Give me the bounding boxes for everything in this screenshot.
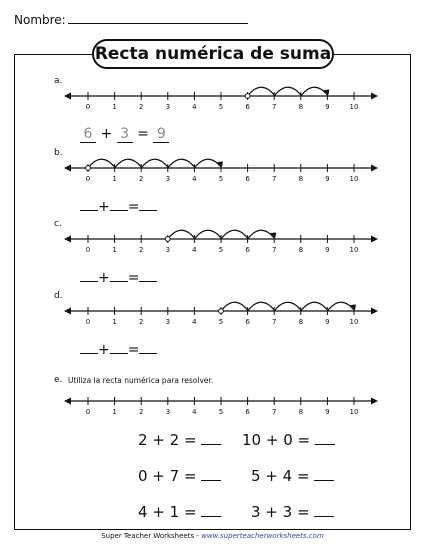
tick-label: 9 bbox=[325, 103, 330, 111]
tick-label: 6 bbox=[245, 408, 250, 416]
equals-sign: = bbox=[127, 199, 140, 215]
plus-sign: + bbox=[98, 342, 110, 358]
blank-d-2[interactable] bbox=[110, 341, 128, 354]
tick-label: 9 bbox=[325, 318, 330, 326]
number-line-a bbox=[62, 78, 372, 114]
tick-label: 10 bbox=[349, 103, 359, 111]
number-line-e bbox=[62, 383, 372, 419]
tick-label: 9 bbox=[325, 246, 330, 254]
equals-sign: = bbox=[127, 342, 140, 358]
tick-label: 1 bbox=[112, 246, 117, 254]
tick-label: 7 bbox=[271, 103, 277, 111]
answer-blank[interactable] bbox=[314, 466, 334, 481]
tick-label: 0 bbox=[85, 103, 91, 111]
name-field[interactable] bbox=[68, 12, 248, 24]
jump-arc bbox=[221, 230, 248, 239]
tick-label: 7 bbox=[271, 408, 277, 416]
number-line-d bbox=[62, 293, 372, 329]
tick-label: 3 bbox=[165, 175, 171, 183]
tick-label: 2 bbox=[138, 246, 144, 254]
equation-e-2: 10 + 0 = bbox=[242, 430, 335, 449]
tick-label: 1 bbox=[112, 318, 117, 326]
tick-label: 5 bbox=[218, 318, 224, 326]
tick-label: 4 bbox=[192, 175, 197, 183]
tick-label: 0 bbox=[85, 408, 91, 416]
tick-label: 10 bbox=[349, 408, 359, 416]
sample-addend-2: 3 bbox=[117, 126, 133, 143]
tick-label: 2 bbox=[138, 103, 144, 111]
arrow-left-icon bbox=[64, 236, 71, 243]
answer-blank[interactable] bbox=[314, 502, 334, 517]
tick-label: 3 bbox=[165, 318, 171, 326]
tick-label: 8 bbox=[298, 103, 304, 111]
tick-label: 6 bbox=[245, 246, 250, 254]
sample-addend-1: 6 bbox=[80, 126, 96, 143]
equation-e-5: 4 + 1 = bbox=[138, 502, 221, 521]
tick-label: 7 bbox=[271, 318, 277, 326]
tick-label: 3 bbox=[165, 246, 171, 254]
jump-arc bbox=[168, 230, 195, 239]
jump-arc bbox=[274, 87, 301, 96]
number-line-c bbox=[62, 221, 372, 257]
jump-arc bbox=[301, 87, 328, 96]
sample-equals: = bbox=[137, 126, 149, 142]
answer-blank[interactable] bbox=[201, 502, 221, 517]
tick-label: 1 bbox=[112, 175, 117, 183]
tick-label: 6 bbox=[245, 318, 250, 326]
problem-b-label: b. bbox=[54, 148, 63, 158]
tick-label: 0 bbox=[85, 246, 91, 254]
jump-arc bbox=[88, 159, 115, 168]
tick-label: 8 bbox=[298, 175, 304, 183]
jump-arc bbox=[301, 302, 328, 311]
equation-b bbox=[80, 198, 157, 215]
sample-sum: 9 bbox=[153, 126, 169, 143]
blank-b-3[interactable] bbox=[139, 198, 157, 211]
plus-sign: + bbox=[98, 270, 110, 286]
equation-e-6: 3 + 3 = bbox=[251, 502, 334, 521]
blank-c-1[interactable] bbox=[80, 269, 98, 282]
name-label: Nombre: bbox=[14, 13, 66, 27]
jump-arc bbox=[274, 302, 301, 311]
jump-arc bbox=[327, 302, 354, 311]
jump-arc bbox=[141, 159, 168, 168]
problem-e-label: e. bbox=[54, 375, 63, 385]
plus-sign: + bbox=[98, 199, 110, 215]
footer-link[interactable]: www.superteacherworksheets.com bbox=[201, 532, 324, 540]
problem-d-label: d. bbox=[54, 291, 63, 301]
blank-b-2[interactable] bbox=[110, 198, 128, 211]
answer-blank[interactable] bbox=[201, 430, 221, 445]
tick-label: 3 bbox=[165, 103, 171, 111]
tick-label: 2 bbox=[138, 408, 144, 416]
tick-label: 10 bbox=[349, 246, 359, 254]
sample-equation bbox=[80, 126, 169, 143]
tick-label: 6 bbox=[245, 175, 250, 183]
tick-label: 4 bbox=[192, 408, 197, 416]
tick-label: 9 bbox=[325, 408, 330, 416]
equation-c bbox=[80, 269, 157, 286]
start-point bbox=[245, 94, 250, 99]
blank-c-3[interactable] bbox=[139, 269, 157, 282]
equation-e-1: 2 + 2 = bbox=[138, 430, 221, 449]
tick-label: 5 bbox=[218, 408, 224, 416]
page-title: Recta numérica de suma bbox=[92, 39, 334, 69]
problem-c-label: c. bbox=[54, 219, 62, 229]
jump-arc bbox=[248, 87, 275, 96]
sample-plus: + bbox=[100, 126, 113, 142]
tick-label: 0 bbox=[85, 318, 91, 326]
start-point bbox=[165, 237, 170, 242]
arrow-left-icon bbox=[64, 308, 71, 315]
tick-label: 4 bbox=[192, 246, 197, 254]
blank-d-1[interactable] bbox=[80, 341, 98, 354]
equation-e-4: 5 + 4 = bbox=[251, 466, 334, 485]
tick-label: 4 bbox=[192, 318, 197, 326]
tick-label: 8 bbox=[298, 408, 304, 416]
arrow-left-icon bbox=[64, 165, 71, 172]
blank-c-2[interactable] bbox=[110, 269, 128, 282]
jump-arc bbox=[115, 159, 142, 168]
tick-label: 7 bbox=[271, 175, 277, 183]
tick-label: 7 bbox=[271, 246, 277, 254]
number-line-b bbox=[62, 150, 372, 186]
tick-label: 5 bbox=[218, 175, 224, 183]
problem-a-label: a. bbox=[54, 76, 63, 86]
tick-label: 10 bbox=[349, 318, 359, 326]
tick-label: 2 bbox=[138, 175, 144, 183]
footer bbox=[0, 532, 425, 540]
name-row bbox=[14, 12, 248, 27]
blank-d-3[interactable] bbox=[139, 341, 157, 354]
jump-arc bbox=[221, 302, 248, 311]
tick-label: 0 bbox=[85, 175, 91, 183]
jump-arc bbox=[194, 159, 221, 168]
jump-arc bbox=[168, 159, 195, 168]
jump-arc bbox=[248, 302, 275, 311]
tick-label: 5 bbox=[218, 246, 224, 254]
tick-label: 2 bbox=[138, 318, 144, 326]
jump-arc bbox=[194, 230, 221, 239]
tick-label: 8 bbox=[298, 246, 304, 254]
answer-blank[interactable] bbox=[201, 466, 221, 481]
tick-label: 10 bbox=[349, 175, 359, 183]
worksheet-frame bbox=[14, 54, 411, 530]
tick-label: 8 bbox=[298, 318, 304, 326]
arrow-left-icon bbox=[64, 398, 71, 405]
equals-sign: = bbox=[127, 270, 140, 286]
answer-blank[interactable] bbox=[315, 430, 335, 445]
footer-text: Super Teacher Worksheets - bbox=[101, 532, 202, 540]
problem-e-instruction: Utiliza la recta numérica para resolver. bbox=[68, 376, 214, 385]
blank-b-1[interactable] bbox=[80, 198, 98, 211]
tick-label: 9 bbox=[325, 175, 330, 183]
tick-label: 5 bbox=[218, 103, 224, 111]
arrow-left-icon bbox=[64, 93, 71, 100]
tick-label: 6 bbox=[245, 103, 250, 111]
tick-label: 1 bbox=[112, 408, 117, 416]
equation-d bbox=[80, 341, 157, 358]
tick-label: 1 bbox=[112, 103, 117, 111]
tick-label: 3 bbox=[165, 408, 171, 416]
start-point bbox=[219, 309, 224, 314]
start-point bbox=[86, 166, 91, 171]
equation-e-3: 0 + 7 = bbox=[138, 466, 221, 485]
jump-arc bbox=[248, 230, 275, 239]
tick-label: 4 bbox=[192, 103, 197, 111]
